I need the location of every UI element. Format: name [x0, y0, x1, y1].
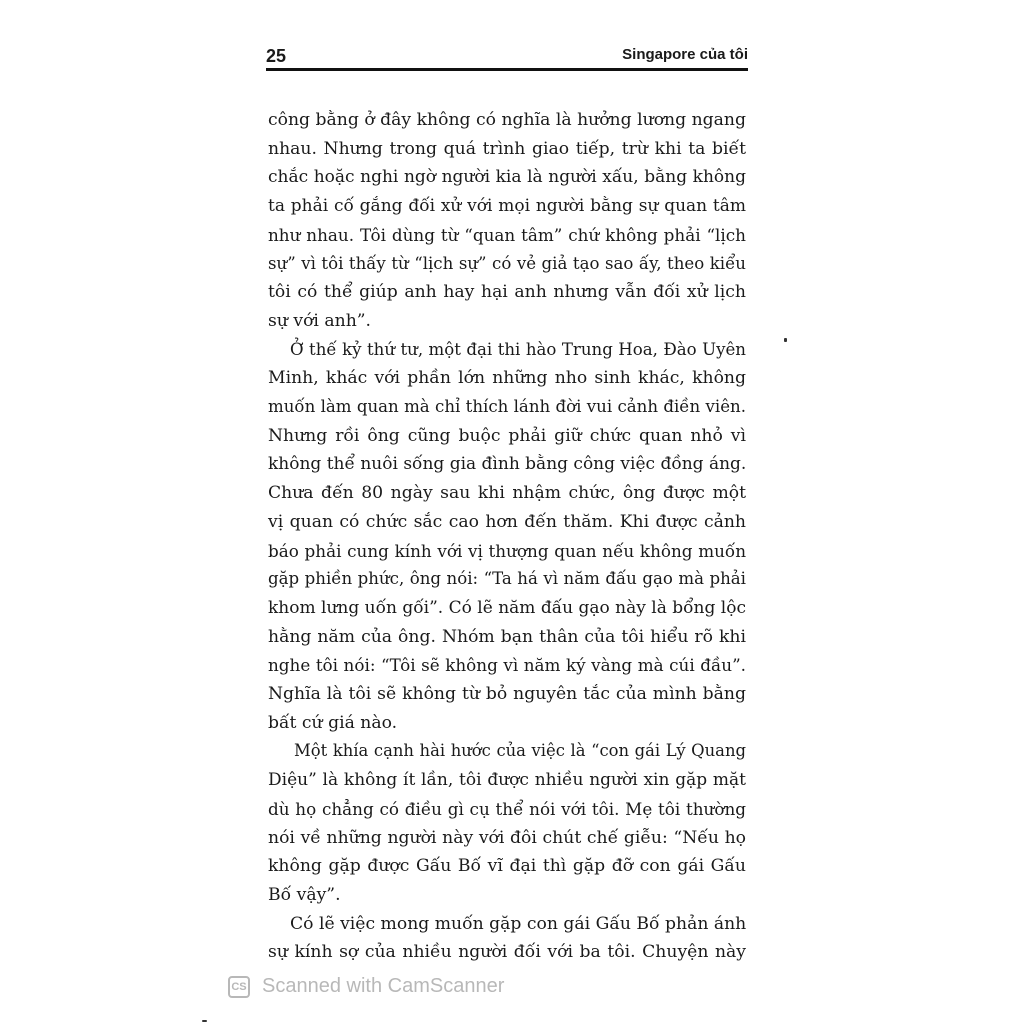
text-line: khom lưng uốn gối”. Có lẽ năm đấu gạo này là bổng lộc [268, 597, 746, 618]
text-line: Diệu” là không ít lần, tôi được nhiều người xin gặp mặt [268, 770, 746, 791]
scan-speck [202, 1020, 207, 1022]
text-line: gặp phiền phức, ông nói: “Ta há vì năm đấu gạo mà phải [268, 569, 746, 589]
text-line: sự” vì tôi thấy từ “lịch sự” có vẻ giả tạo sao ấy, theo kiểu [268, 253, 746, 273]
paragraph-3 [268, 737, 746, 909]
watermark-text: Scanned with CamScanner [262, 975, 505, 997]
text-line: Bố vậy”. [268, 884, 341, 905]
text-line: muốn làm quan mà chỉ thích lánh đời vui cảnh điền viên. [268, 397, 746, 417]
text-line: Nghĩa là tôi sẽ không từ bỏ nguyên tắc của mình bằng [268, 684, 746, 705]
text-line: ta phải cố gắng đối xử với mọi người bằng sự quan tâm [268, 196, 746, 217]
paragraph-1 [268, 106, 746, 336]
text-line: Có lẽ việc mong muốn gặp con gái Gấu Bố phản ánh [290, 913, 747, 934]
text-line: Chưa đến 80 ngày sau khi nhậm chức, ông được một [268, 483, 746, 504]
running-title: Singapore của tôi [622, 46, 748, 63]
text-line: công bằng ở đây không có nghĩa là hưởng lương ngang [268, 110, 746, 130]
text-line: hằng năm của ông. Nhóm bạn thân của tôi hiểu rõ khi [268, 626, 746, 647]
text-line: dù họ chẳng có điều gì cụ thể nói với tôi. Mẹ tôi thường [268, 798, 746, 819]
text-line: Ở thế kỷ thứ tư, một đại thi hào Trung Hoa, Đào Uyên [290, 339, 746, 359]
text-line: bất cứ giá nào. [268, 712, 398, 733]
text-line: sự với anh”. [268, 310, 372, 331]
page-header [266, 40, 748, 68]
text-line: không thể nuôi sống gia đình bằng công việc đồng áng. [268, 454, 747, 475]
camscanner-logo-icon: CS [228, 976, 250, 998]
text-line: nhau. Nhưng trong quá trình giao tiếp, trừ khi ta biết [268, 138, 746, 159]
header-rule [266, 68, 748, 71]
text-line: vị quan có chức sắc cao hơn đến thăm. Khi được cảnh [268, 511, 746, 532]
body-text [268, 106, 746, 967]
text-line: nói về những người này với đôi chút chế giễu: “Nếu họ [268, 827, 746, 848]
text-line: chắc hoặc nghi ngờ người kia là người xấu, bằng không [268, 167, 746, 188]
text-line: tôi có thể giúp anh hay hại anh nhưng vẫn đối xử lịch [268, 282, 746, 303]
book-page [266, 40, 748, 963]
text-line: báo phải cung kính với vị thượng quan nếu không muốn [268, 540, 746, 561]
text-line: Một khía cạnh hài hước của việc là “con gái Lý Quang [294, 741, 746, 761]
paragraph-2 [268, 336, 746, 738]
text-line: Minh, khác với phần lớn những nho sinh khác, không [268, 368, 746, 389]
text-line: như nhau. Tôi dùng từ “quan tâm” chứ không phải “lịch [268, 224, 746, 245]
text-line: Nhưng rồi ông cũng buộc phải giữ chức quan nhỏ vì [268, 425, 746, 446]
paragraph-4 [268, 910, 746, 967]
camscanner-watermark [228, 975, 504, 998]
text-line: nghe tôi nói: “Tôi sẽ không vì năm ký vàng mà cúi đầu”. [268, 655, 746, 676]
text-line: không gặp được Gấu Bố vĩ đại thì gặp đỡ con gái Gấu [268, 856, 746, 877]
scan-speck [784, 338, 787, 342]
page-number: 25 [266, 46, 287, 66]
text-line: sự kính sợ của nhiều người đối với ba tôi. Chuyện này [268, 942, 746, 963]
